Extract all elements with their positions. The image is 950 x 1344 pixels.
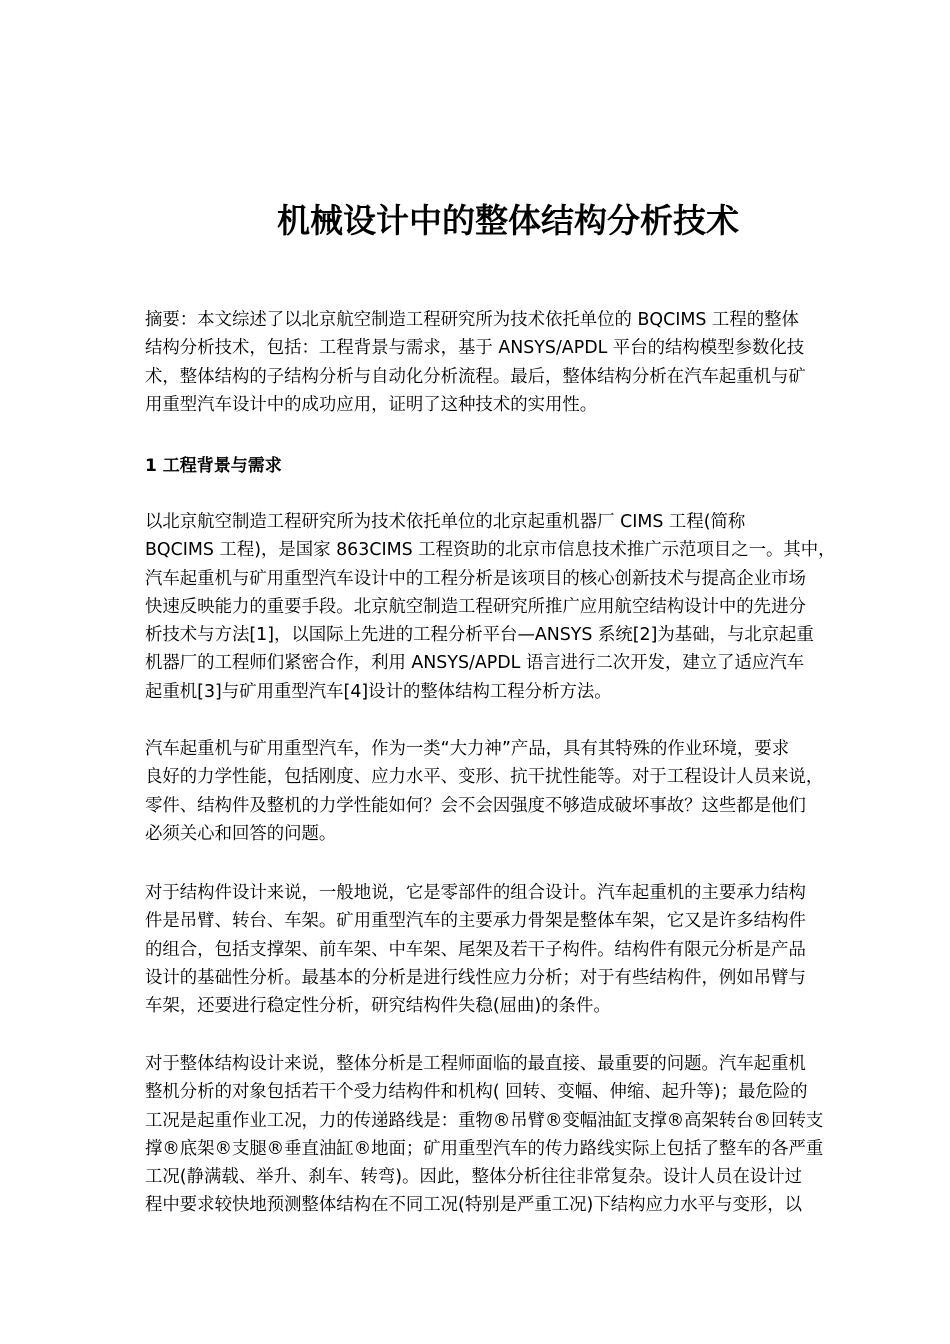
text-line: 摘要：本文综述了以北京航空制造工程研究所为技术依托单位的 BQCIMS 工程的整体 xyxy=(145,310,799,330)
text-line: 工况(静满载、举升、刹车、转弯)。因此，整体分析往往非常复杂。设计人员在设计过 xyxy=(145,1167,803,1188)
paragraph-text xyxy=(145,508,885,706)
paragraph-text xyxy=(145,1050,885,1220)
text-line: 零件、结构件及整机的力学性能如何？会不会因强度不够造成破坏事故？这些都是他们 xyxy=(145,795,806,816)
text-line: 车架，还要进行稳定性分析，研究结构件失稳(屈曲)的条件。 xyxy=(145,996,611,1017)
text-line: 程中要求较快地预测整体结构在不同工况(特别是严重工况)下结构应力水平与变形，以 xyxy=(145,1195,803,1216)
paragraph-text xyxy=(145,879,885,1020)
text-line: 整机分析的对象包括若干个受力结构件和机构( 回转、变幅、伸缩、起升等)；最危险的 xyxy=(145,1082,808,1103)
text-line: 汽车起重机与矿用重型汽车设计中的工程分析是该项目的核心创新技术与提高企业市场 xyxy=(145,568,806,589)
text-line: 用重型汽车设计中的成功应用，证明了这种技术的实用性。 xyxy=(145,394,598,415)
text-line: 的组合，包括支撑架、前车架、中车架、尾架及若干子构件。结构件有限元分析是产品 xyxy=(145,939,806,960)
text-line: 起重机[3]与矿用重型汽车[4]设计的整体结构工程分析方法。 xyxy=(145,681,612,702)
body-paragraph-1 xyxy=(145,508,885,706)
body-paragraph-4 xyxy=(145,1050,885,1220)
text-line: 快速反映能力的重要手段。北京航空制造工程研究所推广应用航空结构设计中的先进分 xyxy=(145,596,806,617)
text-line: 撑®底架®支腿®垂直油缸®地面；矿用重型汽车的传力路线实际上包括了整车的各严重 xyxy=(145,1138,824,1159)
body-paragraph-3 xyxy=(145,879,885,1020)
text-line: 汽车起重机与矿用重型汽车，作为一类“大力神”产品，具有其特殊的作业环境，要求 xyxy=(145,739,790,759)
text-line: 对于结构件设计来说，一般地说，它是零部件的组合设计。汽车起重机的主要承力结构 xyxy=(145,883,806,903)
text-line: 析技术与方法[1]，以国际上先进的工程分析平台—ANSYS 系统[2]为基础，与北京起重 xyxy=(145,625,814,646)
text-line: 件是吊臂、转台、车架。矿用重型汽车的主要承力骨架是整体车架，它又是许多结构件 xyxy=(145,911,806,932)
section-heading: 1 工程背景与需求 xyxy=(145,456,282,476)
body-paragraph-2 xyxy=(145,735,885,848)
text-line: 术，整体结构的子结构分析与自动化分析流程。最后，整体结构分析在汽车起重机与矿 xyxy=(145,366,806,387)
text-line: 以北京航空制造工程研究所为技术依托单位的北京起重机器厂 CIMS 工程(简称 xyxy=(145,512,746,532)
text-line: 良好的力学性能，包括刚度、应力水平、变形、抗干扰性能等。对于工程设计人员来说， xyxy=(145,767,824,788)
text-line: 结构分析技术，包括：工程背景与需求，基于 ANSYS/APDL 平台的结构模型参数化技 xyxy=(145,338,805,359)
document-title: 机械设计中的整体结构分析技术 xyxy=(277,201,739,240)
paragraph-text xyxy=(145,735,885,848)
abstract-text xyxy=(145,306,885,419)
text-line: BQCIMS 工程)，是国家 863CIMS 工程资助的北京市信息技术推广示范项目之一。其中， xyxy=(145,540,836,561)
abstract-paragraph xyxy=(145,306,885,419)
text-line: 必须关心和回答的问题。 xyxy=(145,823,337,844)
text-line: 工况是起重作业工况，力的传递路线是：重物®吊臂®变幅油缸支撑®高架转台®回转支 xyxy=(145,1110,824,1131)
text-line: 机器厂的工程师们紧密合作，利用 ANSYS/APDL 语言进行二次开发，建立了适应汽车 xyxy=(145,653,805,674)
text-line: 设计的基础性分析。最基本的分析是进行线性应力分析；对于有些结构件，例如吊臂与 xyxy=(145,967,806,988)
text-line: 对于整体结构设计来说，整体分析是工程师面临的最直接、最重要的问题。汽车起重机 xyxy=(145,1054,806,1074)
